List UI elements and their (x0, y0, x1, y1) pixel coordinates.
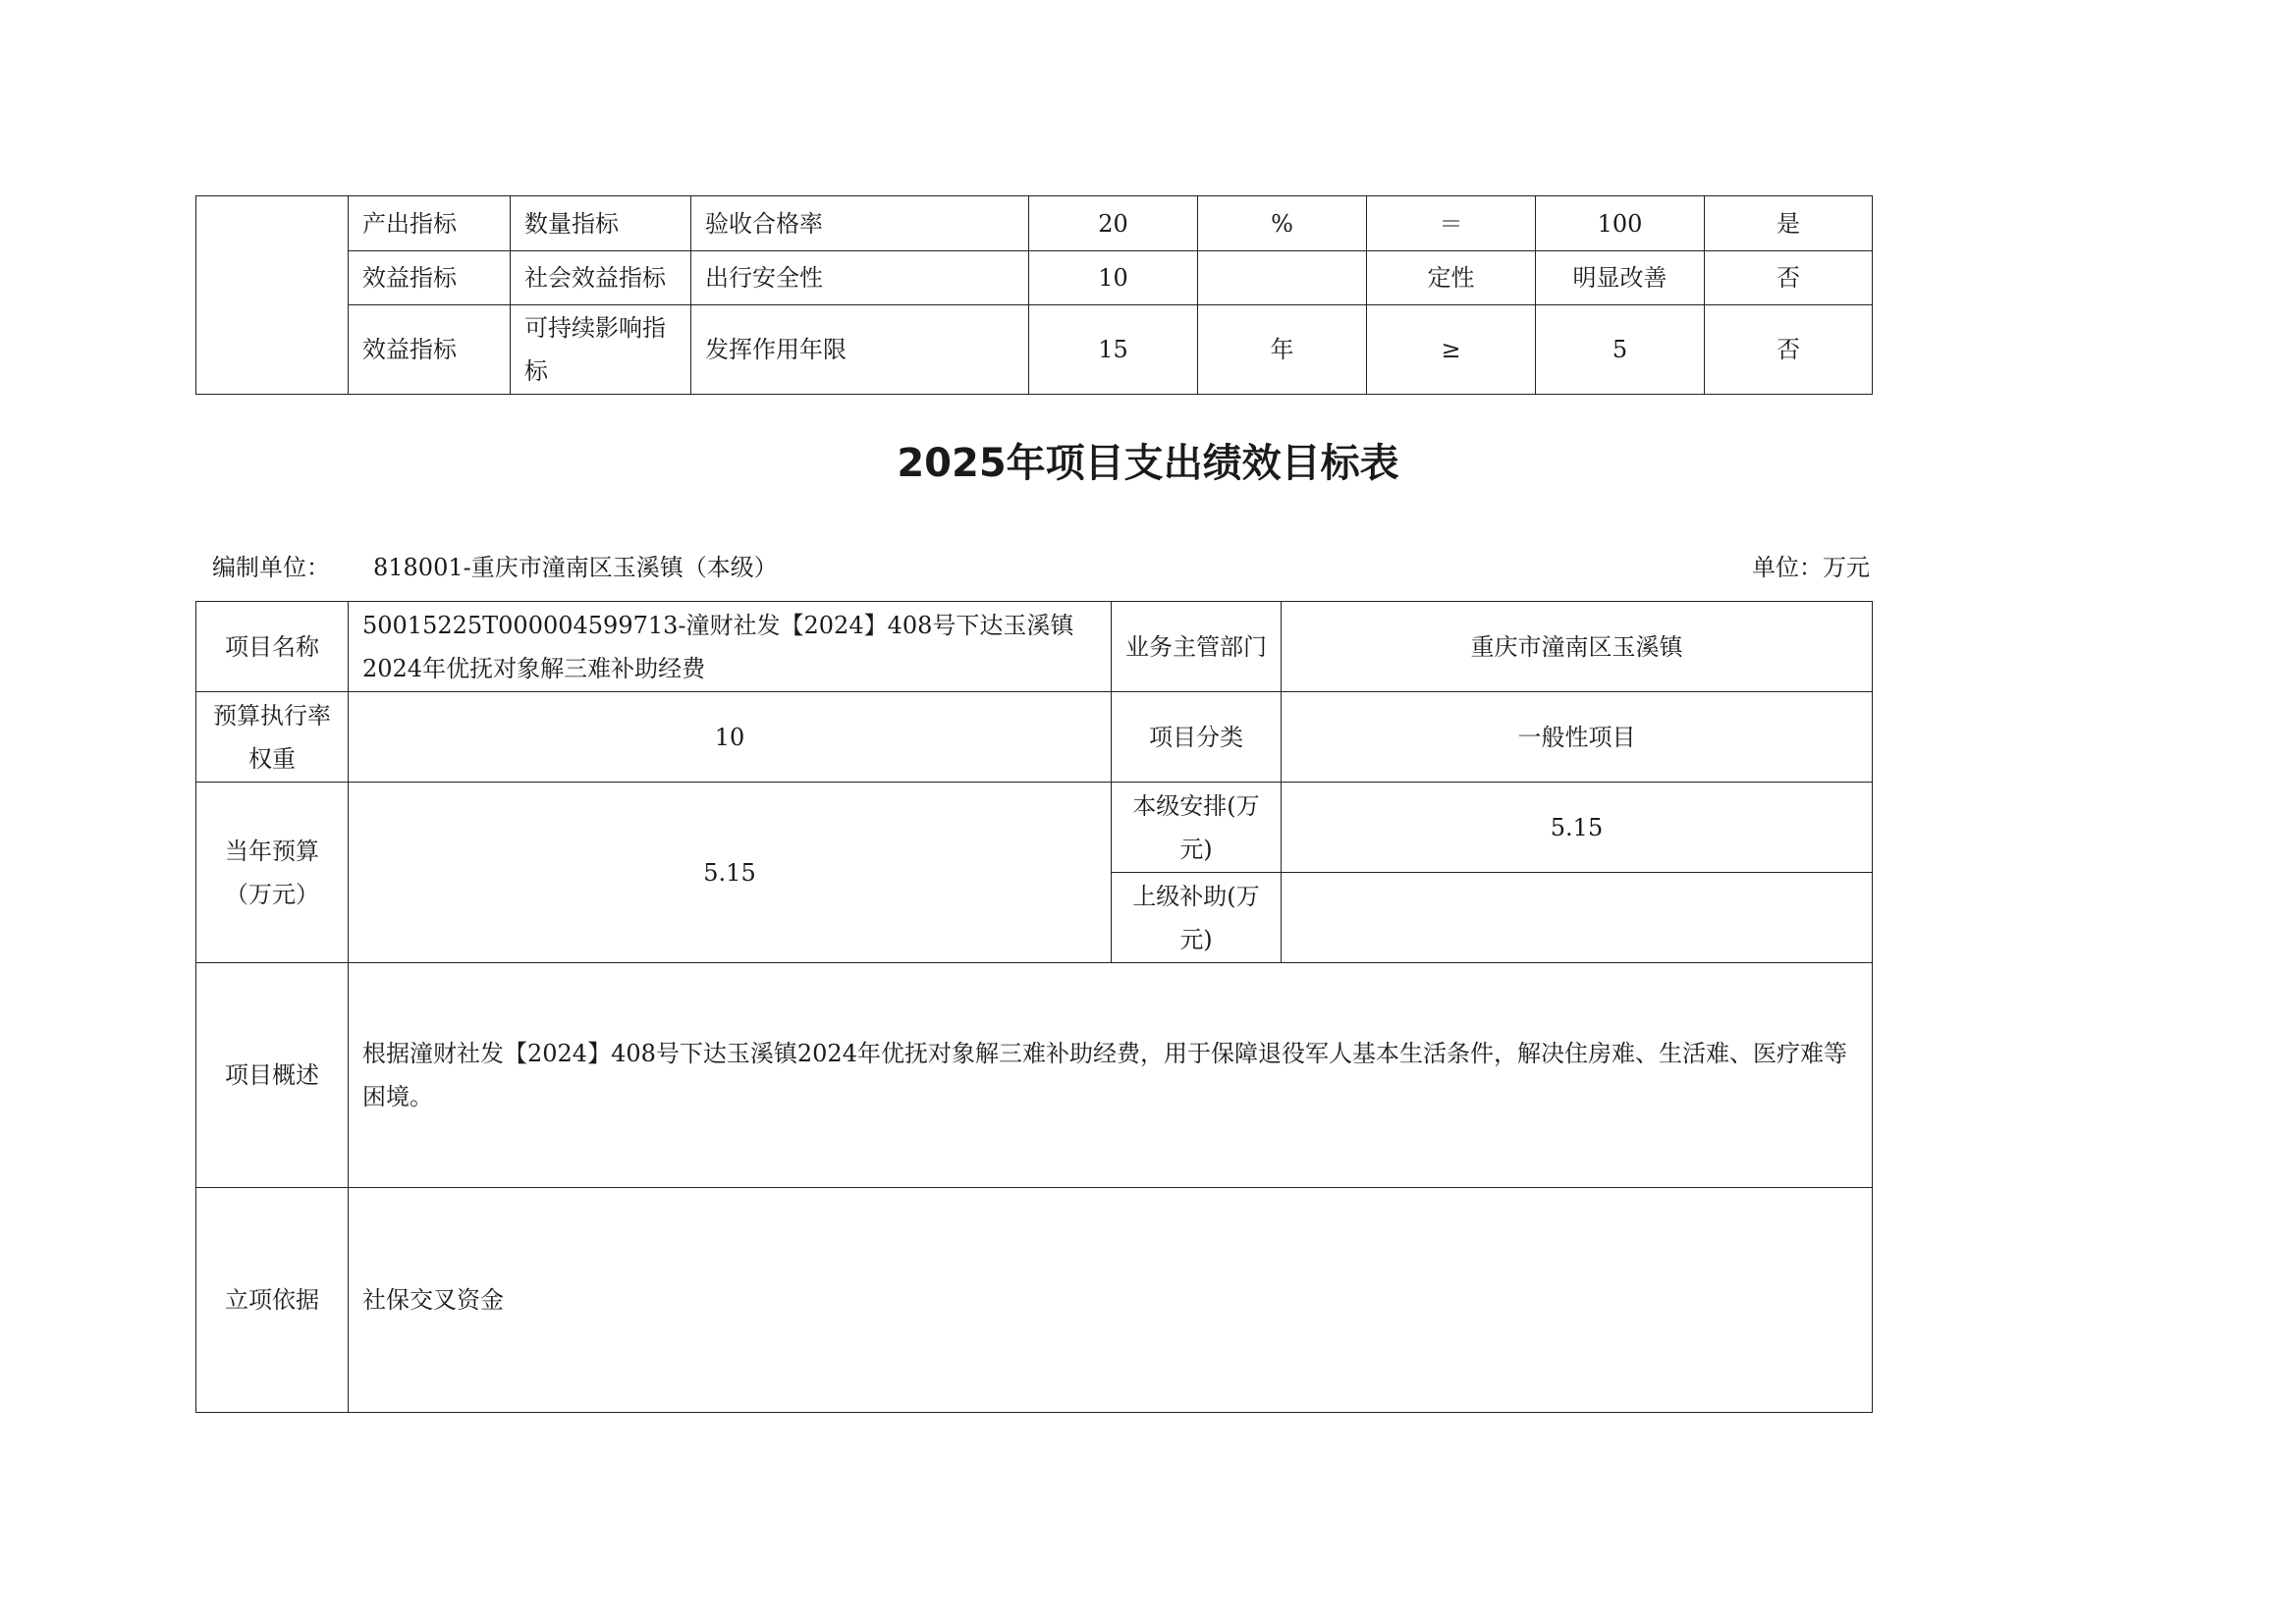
indicator-op: ＝ (1367, 196, 1536, 251)
indicator-row (196, 251, 1873, 305)
project-name-value: 50015225T000004599713-潼财社发【2024】408号下达玉溪镇2024年优抚对象解三难补助经费 (349, 602, 1112, 692)
indicator-weight: 20 (1029, 196, 1198, 251)
dept-value: 重庆市潼南区玉溪镇 (1282, 602, 1873, 692)
upper-value (1282, 873, 1873, 963)
indicator-level1: 效益指标 (349, 251, 511, 305)
category-label: 项目分类 (1112, 692, 1282, 783)
budget-value: 5.15 (349, 783, 1112, 963)
indicator-unit: 年 (1198, 305, 1367, 395)
indicator-name: 发挥作用年限 (691, 305, 1029, 395)
indicator-row (196, 305, 1873, 395)
upper-label: 上级补助(万元) (1112, 873, 1282, 963)
indicator-level2: 社会效益指标 (511, 251, 691, 305)
indicator-core: 否 (1705, 305, 1873, 395)
performance-table (195, 601, 1873, 1413)
project-name-label: 项目名称 (196, 602, 349, 692)
summary-row (196, 963, 1873, 1188)
indicator-op: 定性 (1367, 251, 1536, 305)
indicator-target: 5 (1536, 305, 1705, 395)
indicator-level1: 产出指标 (349, 196, 511, 251)
compiling-unit (212, 548, 778, 582)
indicator-weight: 10 (1029, 251, 1198, 305)
weight-label: 预算执行率权重 (196, 692, 349, 783)
local-value: 5.15 (1282, 783, 1873, 873)
project-name-row (196, 602, 1873, 692)
indicator-row (196, 196, 1873, 251)
compiling-unit-label: 编制单位： (212, 554, 330, 581)
indicator-target: 100 (1536, 196, 1705, 251)
weight-row (196, 692, 1873, 783)
indicator-level2: 数量指标 (511, 196, 691, 251)
indicator-blank-cell (196, 196, 349, 395)
basis-value: 社保交叉资金 (349, 1188, 1873, 1413)
basis-label: 立项依据 (196, 1188, 349, 1413)
currency-unit: 单位：万元 (1752, 554, 1870, 581)
indicator-core: 否 (1705, 251, 1873, 305)
indicator-weight: 15 (1029, 305, 1198, 395)
budget-label: 当年预算（万元） (196, 783, 349, 963)
summary-label: 项目概述 (196, 963, 349, 1188)
budget-row (196, 783, 1873, 873)
local-label: 本级安排(万元) (1112, 783, 1282, 873)
indicator-level1: 效益指标 (349, 305, 511, 395)
dept-label: 业务主管部门 (1112, 602, 1282, 692)
indicator-op: ≥ (1367, 305, 1536, 395)
indicator-unit: % (1198, 196, 1367, 251)
compiling-unit-value: 818001-重庆市潼南区玉溪镇（本级） (373, 554, 778, 581)
indicator-unit (1198, 251, 1367, 305)
category-value: 一般性项目 (1282, 692, 1873, 783)
indicator-name: 验收合格率 (691, 196, 1029, 251)
indicator-name: 出行安全性 (691, 251, 1029, 305)
indicator-core: 是 (1705, 196, 1873, 251)
weight-value: 10 (349, 692, 1112, 783)
summary-value: 根据潼财社发【2024】408号下达玉溪镇2024年优抚对象解三难补助经费，用于保障退役军人基本生活条件，解决住房难、生活难、医疗难等困境。 (349, 963, 1873, 1188)
indicator-level2: 可持续影响指标 (511, 305, 691, 395)
basis-row (196, 1188, 1873, 1413)
page-title: 2025年项目支出绩效目标表 (897, 441, 1399, 486)
indicator-target: 明显改善 (1536, 251, 1705, 305)
indicator-table (195, 195, 1873, 395)
